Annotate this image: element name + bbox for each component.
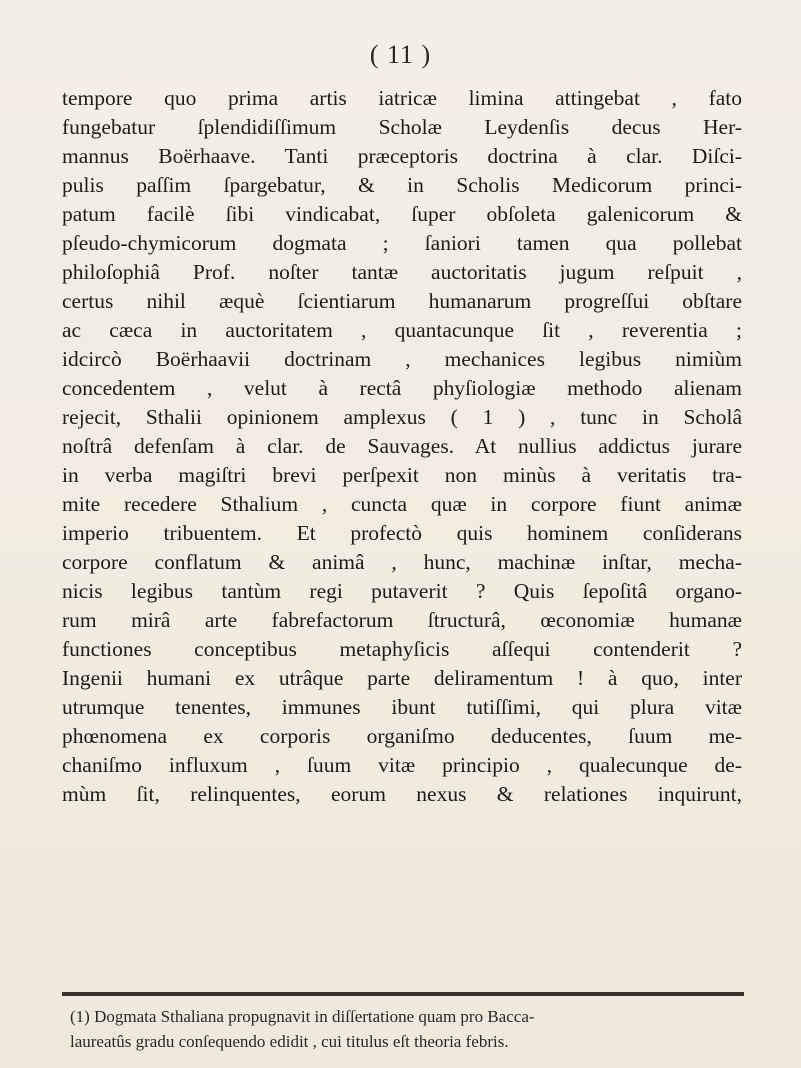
page-number: ( 11 )	[369, 40, 432, 69]
text-line: nicis legibus tantùm regi putaverit ? Quis ſepoſitâ organo-	[62, 579, 742, 603]
text-line: mannus Boërhaave. Tanti præceptoris doctrina à clar. Diſci-	[62, 144, 742, 168]
text-line: chaniſmo influxum , ſuum vitæ principio , qualecunque de-	[62, 753, 742, 777]
text-line: patum facilè ſibi vindicabat, ſuper obſoleta galenicorum &	[62, 202, 742, 226]
text-line: fungebatur ſplendidiſſimum Scholæ Leydenſis decus Her-	[62, 115, 742, 139]
text-line: phœnomena ex corporis organiſmo deducentes, ſuum me-	[62, 724, 742, 748]
text-line: philoſophiâ Prof. noſter tantæ auctoritatis jugum reſpuit ,	[62, 260, 742, 284]
text-line: rejecit, Sthalii opinionem amplexus ( 1 ) , tunc in Scholâ	[62, 405, 742, 429]
footnote	[70, 1004, 742, 1054]
footnote-line: (1) Dogmata Sthaliana propugnavit in diſſertatione quam pro Bacca-	[70, 1007, 535, 1026]
text-line: noſtrâ defenſam à clar. de Sauvages. At nullius addictus jurare	[62, 434, 742, 458]
text-line: concedentem , velut à rectâ phyſiologiæ methodo alienam	[62, 376, 742, 400]
text-line: utrumque tenentes, immunes ibunt tutiſſimi, qui plura vitæ	[62, 695, 742, 719]
text-line: imperio tribuentem. Et profectò quis hominem conſiderans	[62, 521, 742, 545]
text-line: mite recedere Sthalium , cuncta quæ in corpore fiunt animæ	[62, 492, 742, 516]
text-line: corpore conflatum & animâ , hunc, machinæ inſtar, mecha-	[62, 550, 742, 574]
text-line: mùm ſit, relinquentes, eorum nexus & relationes inquirunt,	[62, 782, 742, 806]
text-line: idcircò Boërhaavii doctrinam , mechanices legibus nimiùm	[62, 347, 742, 371]
text-line: functiones conceptibus metaphyſicis aſſequi contenderit ?	[62, 637, 742, 661]
footnote-line: laureatûs gradu conſequendo edidit , cui titulus eſt theoria febris.	[70, 1032, 509, 1051]
text-line: rum mirâ arte fabrefactorum ſtructurâ, œconomiæ humanæ	[62, 608, 742, 632]
text-line: tempore quo prima artis iatricæ limina attingebat , fato	[62, 86, 742, 110]
body-text	[62, 84, 742, 809]
text-line: pulis paſſim ſpargebatur, & in Scholis Medicorum princi-	[62, 173, 742, 197]
footnote-separator-rule	[62, 992, 744, 996]
text-line: Ingenii humani ex utrâque parte deliramentum ! à quo, inter	[62, 666, 742, 690]
text-line: pſeudo-chymicorum dogmata ; ſaniori tamen qua pollebat	[62, 231, 742, 255]
text-line: certus nihil æquè ſcientiarum humanarum progreſſui obſtare	[62, 289, 742, 313]
text-line: ac cæca in auctoritatem , quantacunque ſit , reverentia ;	[62, 318, 742, 342]
text-line: in verba magiſtri brevi perſpexit non minùs à veritatis tra-	[62, 463, 742, 487]
